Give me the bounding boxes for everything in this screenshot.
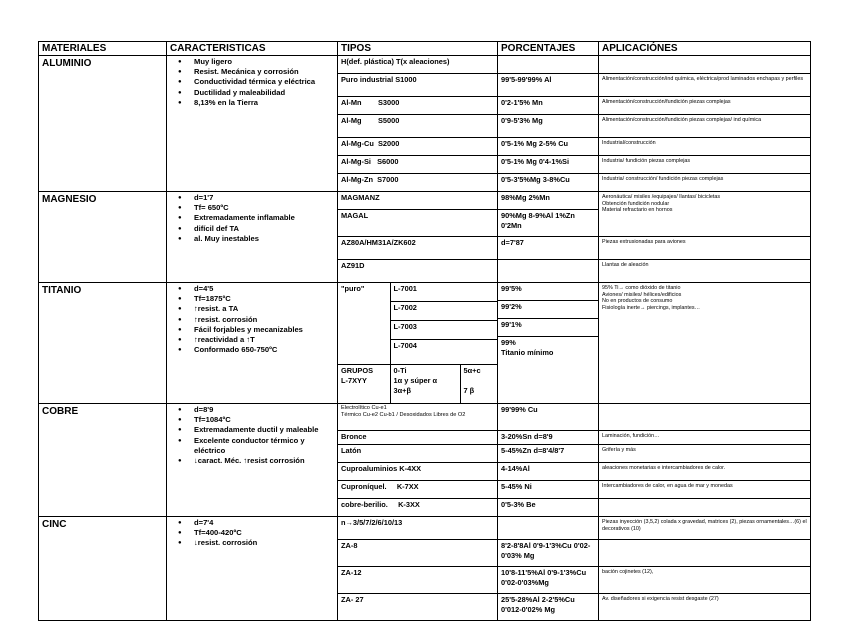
magnesio-tipo: AZ91D	[338, 260, 498, 283]
magnesio-char: ● Extremadamente inflamable	[178, 213, 334, 223]
titanio-grupos-label: GRUPOS	[341, 366, 374, 375]
aluminio-tipo: H(def. plástica) T(x aleaciones)	[338, 56, 498, 74]
aluminio-ap: Alimentación/construcción/fundición piezas complejas	[599, 97, 811, 115]
titanio-grupo-item: 7 β	[463, 386, 475, 395]
cobre-row-0	[39, 404, 811, 431]
cobre-char: ● Tf=1084ºC	[178, 415, 334, 425]
titanio-puro-code: L-7002	[390, 302, 497, 321]
aluminio-tipo: Al-Mg-Cu S2000	[338, 138, 498, 156]
aluminio-pct: 0'5-3'5%Mg 3-8%Cu	[498, 174, 599, 192]
magnesio-ap-line: Obtención fundición nodular	[602, 200, 670, 207]
header-caracteristicas: CARACTERISTICAS	[167, 42, 338, 56]
titanio-ap-line: Fisiología inerte→ piercings, implantes…	[602, 304, 700, 311]
cobre-characteristics	[167, 404, 338, 517]
aluminio-ap: Industrial/construcción	[599, 138, 811, 156]
titanio-ap	[599, 283, 811, 404]
cobre-ap: Grifería y más	[599, 445, 811, 463]
magnesio-tipo: MAGAL	[338, 210, 498, 237]
header-row	[39, 42, 811, 56]
magnesio-row-0	[39, 192, 811, 210]
header-materiales: MATERIALES	[39, 42, 167, 56]
cobre-pct: 0'5-3% Be	[498, 499, 599, 517]
magnesio-ap-extrusion: Piezas extrusionadas para aviones	[599, 237, 811, 260]
aluminio-row-0	[39, 56, 811, 74]
magnesio-pct	[498, 260, 599, 283]
materials-table	[38, 41, 811, 621]
aluminio-ap: Industria/ fundición piezas complejas	[599, 156, 811, 174]
header-aplicaciones: APLICACIÓNES	[599, 42, 811, 56]
cobre-pct: 5-45%Zn d=8'4/8'7	[498, 445, 599, 463]
cobre-tipo: Bronce	[338, 431, 498, 445]
titanio-char: ● Conformado 650-750ºC	[178, 345, 334, 355]
magnesio-ap-llantas: Llantas de aleación	[599, 260, 811, 283]
titanio-ap-line: 95% Ti→ como dióxido de titanio	[602, 285, 681, 291]
cinc-pct	[498, 517, 599, 540]
magnesio-pct: d=7'87	[498, 237, 599, 260]
titanio-char: ● Fácil forjables y mecanizables	[178, 325, 334, 335]
titanio-pct: 99'1%	[498, 319, 599, 337]
cinc-tipo: ZA-8	[338, 540, 498, 567]
cinc-pct: 10'8-11'5%Al 0'9-1'3%Cu 0'02-0'03%Mg	[498, 567, 599, 594]
cobre-ap	[599, 404, 811, 431]
cobre-ap: Intercambiadores de calor, en agua de mar y monedas	[599, 481, 811, 499]
titanio-pct: 99'5%	[498, 283, 599, 301]
titanio-ap-line: Aviones/ misiles/ hélices/edificios	[602, 291, 682, 298]
titanio-ap-line: No en productos de consumo	[602, 298, 673, 305]
titanio-grupos	[338, 365, 390, 404]
material-magnesio: MAGNESIO	[39, 192, 167, 283]
cobre-ap: aleaciones monetarias e intercambiadores de calor.	[599, 463, 811, 481]
cobre-tipo: cobre-berilio. K-3XX	[338, 499, 498, 517]
titanio-tipos-grid	[338, 283, 497, 403]
titanio-puro-label: "puro"	[338, 283, 390, 365]
titanio-puro-code: L-7001	[390, 283, 497, 302]
cinc-characteristics	[167, 517, 338, 621]
material-titanio: TITANIO	[39, 283, 167, 404]
aluminio-pct: 0'5-1% Mg 0'4-1%Si	[498, 156, 599, 174]
aluminio-char: ● Ductilidad y maleabilidad	[178, 88, 334, 98]
magnesio-char: ● d=1'7	[178, 193, 334, 203]
titanio-char: ● ↑resist. corrosión	[178, 315, 334, 325]
aluminio-pct: 0'2-1'5% Mn	[498, 97, 599, 115]
aluminio-ap: Alimentación/construcción/fundición piezas complejas/ ind química	[599, 115, 811, 138]
aluminio-char: ● Muy ligero	[178, 57, 334, 67]
magnesio-char: ● al. Muy inestables	[178, 234, 334, 244]
header-tipos: TIPOS	[338, 42, 498, 56]
titanio-pct-last	[498, 337, 599, 404]
cobre-char: ● d=8'9	[178, 405, 334, 415]
cobre-pct: 5-45% Ni	[498, 481, 599, 499]
cobre-ap: Laminación, fundición…	[599, 431, 811, 445]
cinc-ap	[599, 540, 811, 567]
material-aluminio: ALUMINIO	[39, 56, 167, 192]
magnesio-char: ● difícil def TA	[178, 224, 334, 234]
magnesio-pct: 98%Mg 2%Mn	[498, 192, 599, 210]
aluminio-tipo: Al-Mg S5000	[338, 115, 498, 138]
titanio-grupo-item: 0-Ti	[393, 366, 407, 375]
material-cinc: CINC	[39, 517, 167, 621]
cobre-electrolitico	[338, 404, 498, 431]
titanio-char: ● d=4'5	[178, 284, 334, 294]
titanio-pct: 99%	[501, 338, 516, 347]
titanio-grupo-item: 1α y súper α	[393, 376, 438, 385]
aluminio-tipo: Al-Mg-Si S6000	[338, 156, 498, 174]
aluminio-tipo: Al-Mg-Zn S7000	[338, 174, 498, 192]
cinc-tipo: ZA-12	[338, 567, 498, 594]
cinc-char: ● d=7'4	[178, 518, 334, 528]
aluminio-ap	[599, 56, 811, 74]
cobre-char: ● Excelente conductor térmico y eléctrico	[178, 436, 334, 456]
cobre-char: ● Extremadamente ductil y maleable	[178, 425, 334, 435]
cinc-char: ● Tf=400-420ºC	[178, 528, 334, 538]
titanio-characteristics	[167, 283, 338, 404]
titanio-grupos-col3	[460, 365, 497, 404]
titanio-char: ● ↑reactividad a ↑T	[178, 335, 334, 345]
aluminio-char: ● Resist. Mecánica y corrosión	[178, 67, 334, 77]
aluminio-ap: Industria/ construcción/ fundición piezas complejas	[599, 174, 811, 192]
magnesio-ap-main	[599, 192, 811, 237]
cinc-ap: Av. diseñadores si exigencia resist desgaste (27)	[599, 594, 811, 621]
titanio-puro-code: L-7003	[390, 321, 497, 340]
cinc-tipo: ZA- 27	[338, 594, 498, 621]
cobre-electrolitico-line: Electrolítico Cu-e1	[341, 405, 387, 411]
cinc-tipo: n→3/5/7/2/6/10/13	[338, 517, 498, 540]
aluminio-ap: Alimentación/construcción/ind química, eléctrica/prod laminados enchapas y perfiles	[599, 74, 811, 97]
cinc-char: ● ↓resist. corrosión	[178, 538, 334, 548]
cinc-ap: bación cojinetes (12),	[599, 567, 811, 594]
titanio-puro-code: L-7004	[390, 340, 497, 365]
cinc-pct: 8'2-8'8Al 0'9-1'3%Cu 0'02-0'03% Mg	[498, 540, 599, 567]
cobre-pct: 4-14%Al	[498, 463, 599, 481]
magnesio-pct: 90%Mg 8-9%Al 1%Zn 0'2Mn	[498, 210, 599, 237]
titanio-char: ● Tf=1875ºC	[178, 294, 334, 304]
cobre-char: ● ↓caract. Méc. ↑resist corrosión	[178, 456, 334, 466]
titanio-grupos-col2	[390, 365, 460, 404]
titanio-row-0	[39, 283, 811, 301]
aluminio-tipo: Al-Mn S3000	[338, 97, 498, 115]
titanio-tipos-cell	[338, 283, 498, 404]
cobre-pct: 3-20%Sn d=8'9	[498, 431, 599, 445]
aluminio-characteristics	[167, 56, 338, 192]
cinc-ap: Piezas inyección (3,5,2) colada x gravedad, matrices (2), piezas ornamentales…(6) el decorativos (10)	[599, 517, 811, 540]
magnesio-tipo: AZ80A/HM31A/ZK602	[338, 237, 498, 260]
magnesio-characteristics	[167, 192, 338, 283]
cobre-ap	[599, 499, 811, 517]
magnesio-ap-line: Material refractario en hornos	[602, 207, 673, 214]
materials-table-sheet	[38, 41, 810, 621]
header-porcentajes: PORCENTAJES	[498, 42, 599, 56]
aluminio-char: ● Conductividad térmica y eléctrica	[178, 77, 334, 87]
cinc-row-0	[39, 517, 811, 540]
aluminio-pct: 0'9-5'3% Mg	[498, 115, 599, 138]
cobre-tipo: Cuproníquel. K-7XX	[338, 481, 498, 499]
cobre-electrolitico-line: Térmico Cu-e2 Cu-b1 / Desoxidados Libres de O2	[341, 411, 466, 418]
magnesio-char: ● Tf= 650ºC	[178, 203, 334, 213]
material-cobre: COBRE	[39, 404, 167, 517]
titanio-pct: 99'2%	[498, 301, 599, 319]
aluminio-pct: 99'5-99'99% Al	[498, 74, 599, 97]
cobre-tipo: Latón	[338, 445, 498, 463]
titanio-min-label: Titanio mínimo	[501, 348, 554, 357]
aluminio-char: ● 8,13% en la Tierra	[178, 98, 334, 108]
cinc-pct: 25'5-28%Al 2-2'5%Cu 0'012-0'02% Mg	[498, 594, 599, 621]
magnesio-tipo: MAGMANZ	[338, 192, 498, 210]
aluminio-pct	[498, 56, 599, 74]
cobre-pct: 99'99% Cu	[498, 404, 599, 431]
titanio-l7xyy-label: L-7XYY	[341, 376, 367, 385]
titanio-char: ● ↑resist. a TA	[178, 304, 334, 314]
aluminio-tipo: Puro industrial S1000	[338, 74, 498, 97]
titanio-grupo-item: 3α+β	[393, 386, 411, 395]
cobre-tipo: Cuproaluminios K-4XX	[338, 463, 498, 481]
aluminio-pct: 0'5-1% Mg 2-5% Cu	[498, 138, 599, 156]
titanio-grupo-item: 5α+c	[463, 366, 481, 375]
magnesio-ap-line: Aeronáutica/ misiles /equipajes/ llantas/ bicicletas	[602, 194, 721, 200]
